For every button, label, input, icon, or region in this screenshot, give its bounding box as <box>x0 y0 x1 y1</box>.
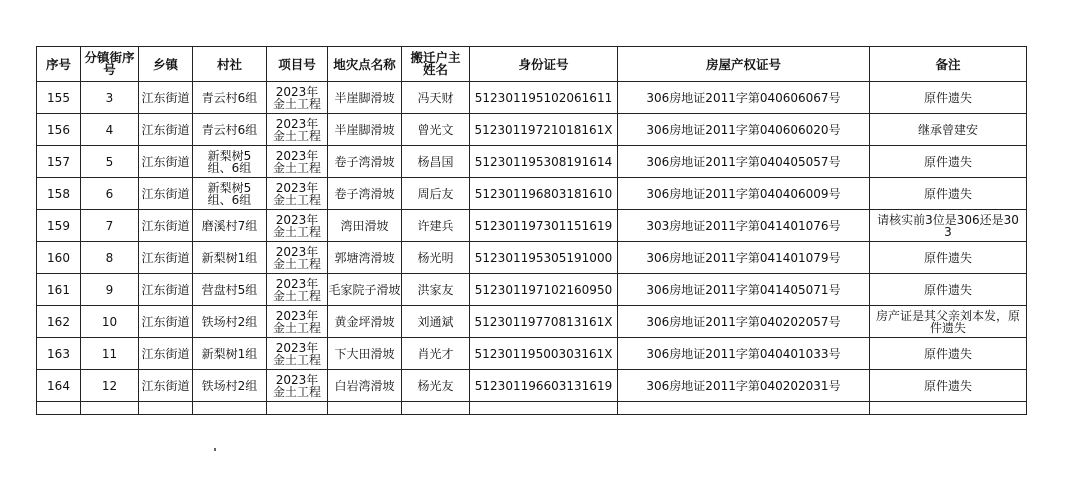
cell-project: 2023年金土工程 <box>267 242 328 274</box>
cell-id-no: 512301195308191614 <box>470 146 618 178</box>
cell-seq: 161 <box>37 274 81 306</box>
cell-village: 青云村6组 <box>193 114 267 146</box>
cell-site: 毛家院子滑坡 <box>328 274 402 306</box>
cell-town: 江东街道 <box>139 146 193 178</box>
blank-cell <box>618 402 870 415</box>
cell-project: 2023年金土工程 <box>267 146 328 178</box>
cell-town: 江东街道 <box>139 178 193 210</box>
cell-id-no: 512301195305191000 <box>470 242 618 274</box>
cell-sub-seq: 4 <box>81 114 139 146</box>
blank-cell <box>81 402 139 415</box>
cell-note: 原件遗失 <box>870 82 1027 114</box>
cell-town: 江东街道 <box>139 274 193 306</box>
cell-project: 2023年金土工程 <box>267 82 328 114</box>
blank-cell <box>328 402 402 415</box>
cell-householder: 刘通斌 <box>402 306 470 338</box>
cell-village: 铁场村2组 <box>193 306 267 338</box>
cell-sub-seq: 12 <box>81 370 139 402</box>
cell-householder: 冯天财 <box>402 82 470 114</box>
cell-property-cert: 306房地证2011字第040406009号 <box>618 178 870 210</box>
cell-site: 卷子湾滑坡 <box>328 146 402 178</box>
cell-property-cert: 303房地证2011字第041401076号 <box>618 210 870 242</box>
cell-site: 半崖脚滑坡 <box>328 82 402 114</box>
cell-householder: 肖光才 <box>402 338 470 370</box>
table-row <box>37 114 1027 146</box>
cell-site: 黄金坪滑坡 <box>328 306 402 338</box>
cell-note: 原件遗失 <box>870 370 1027 402</box>
cell-project: 2023年金土工程 <box>267 274 328 306</box>
cell-town: 江东街道 <box>139 242 193 274</box>
blank-cell <box>139 402 193 415</box>
header-village: 村社 <box>193 47 267 82</box>
table-row <box>37 306 1027 338</box>
cell-town: 江东街道 <box>139 82 193 114</box>
cell-note: 原件遗失 <box>870 338 1027 370</box>
cell-householder: 周后友 <box>402 178 470 210</box>
cell-property-cert: 306房地证2011字第040202057号 <box>618 306 870 338</box>
relocation-table <box>36 46 1027 415</box>
header-note: 备注 <box>870 47 1027 82</box>
cell-seq: 155 <box>37 82 81 114</box>
blank-cell <box>470 402 618 415</box>
cell-seq: 164 <box>37 370 81 402</box>
header-id-no: 身份证号 <box>470 47 618 82</box>
cell-town: 江东街道 <box>139 306 193 338</box>
cell-sub-seq: 7 <box>81 210 139 242</box>
cell-site: 白岩湾滑坡 <box>328 370 402 402</box>
cell-seq: 156 <box>37 114 81 146</box>
cell-project: 2023年金土工程 <box>267 178 328 210</box>
cell-project: 2023年金土工程 <box>267 210 328 242</box>
cell-site: 湾田滑坡 <box>328 210 402 242</box>
cell-property-cert: 306房地证2011字第040405057号 <box>618 146 870 178</box>
cell-village: 青云村6组 <box>193 82 267 114</box>
header-town: 乡镇 <box>139 47 193 82</box>
cell-site: 卷子湾滑坡 <box>328 178 402 210</box>
cell-note: 原件遗失 <box>870 146 1027 178</box>
cell-village: 新梨树1组 <box>193 242 267 274</box>
cell-note: 原件遗失 <box>870 274 1027 306</box>
cell-id-no: 512301197102160950 <box>470 274 618 306</box>
header-seq: 序号 <box>37 47 81 82</box>
cell-site: 郭塘湾滑坡 <box>328 242 402 274</box>
cell-sub-seq: 5 <box>81 146 139 178</box>
cell-sub-seq: 3 <box>81 82 139 114</box>
cell-property-cert: 306房地证2011字第041401079号 <box>618 242 870 274</box>
table-row <box>37 370 1027 402</box>
header-project: 项目号 <box>267 47 328 82</box>
cell-town: 江东街道 <box>139 114 193 146</box>
cell-seq: 158 <box>37 178 81 210</box>
table-row <box>37 338 1027 370</box>
cell-town: 江东街道 <box>139 210 193 242</box>
cell-seq: 160 <box>37 242 81 274</box>
cell-village: 新梨树5组、6组 <box>193 178 267 210</box>
cell-id-no: 512301195102061611 <box>470 82 618 114</box>
cell-id-no: 512301196603131619 <box>470 370 618 402</box>
cell-village: 新梨树1组 <box>193 338 267 370</box>
cell-sub-seq: 9 <box>81 274 139 306</box>
blank-cell <box>193 402 267 415</box>
cell-site: 半崖脚滑坡 <box>328 114 402 146</box>
cell-site: 下大田滑坡 <box>328 338 402 370</box>
cell-householder: 杨光明 <box>402 242 470 274</box>
cell-householder: 许建兵 <box>402 210 470 242</box>
blank-cell <box>870 402 1027 415</box>
cell-sub-seq: 8 <box>81 242 139 274</box>
cell-id-no: 512301197301151619 <box>470 210 618 242</box>
cell-householder: 杨昌国 <box>402 146 470 178</box>
cell-householder: 曾光文 <box>402 114 470 146</box>
cell-town: 江东街道 <box>139 338 193 370</box>
cell-town: 江东街道 <box>139 370 193 402</box>
table-row <box>37 242 1027 274</box>
cell-property-cert: 306房地证2011字第040606067号 <box>618 82 870 114</box>
cell-property-cert: 306房地证2011字第040202031号 <box>618 370 870 402</box>
cell-seq: 162 <box>37 306 81 338</box>
cell-note: 继承曾建安 <box>870 114 1027 146</box>
cell-seq: 157 <box>37 146 81 178</box>
cell-id-no: 51230119721018161X <box>470 114 618 146</box>
cell-sub-seq: 10 <box>81 306 139 338</box>
blank-cell <box>267 402 328 415</box>
cell-village: 新梨树5组、6组 <box>193 146 267 178</box>
stray-mark <box>214 448 216 451</box>
cell-seq: 163 <box>37 338 81 370</box>
cell-project: 2023年金土工程 <box>267 338 328 370</box>
cell-id-no: 51230119770813161X <box>470 306 618 338</box>
cell-village: 铁场村2组 <box>193 370 267 402</box>
cell-project: 2023年金土工程 <box>267 306 328 338</box>
cell-property-cert: 306房地证2011字第041405071号 <box>618 274 870 306</box>
table-row <box>37 274 1027 306</box>
table-row <box>37 178 1027 210</box>
cell-id-no: 512301196803181610 <box>470 178 618 210</box>
cell-village: 磨溪村7组 <box>193 210 267 242</box>
blank-row <box>37 402 1027 415</box>
cell-householder: 洪家友 <box>402 274 470 306</box>
cell-property-cert: 306房地证2011字第040401033号 <box>618 338 870 370</box>
cell-village: 营盘村5组 <box>193 274 267 306</box>
cell-householder: 杨光友 <box>402 370 470 402</box>
header-householder: 搬迁户主姓名 <box>402 47 470 82</box>
table-row <box>37 210 1027 242</box>
blank-cell <box>402 402 470 415</box>
cell-note: 请核实前3位是306还是303 <box>870 210 1027 242</box>
cell-property-cert: 306房地证2011字第040606020号 <box>618 114 870 146</box>
header-site: 地灾点名称 <box>328 47 402 82</box>
cell-project: 2023年金土工程 <box>267 370 328 402</box>
blank-cell <box>37 402 81 415</box>
cell-sub-seq: 11 <box>81 338 139 370</box>
cell-note: 房产证是其父亲刘本发，原件遗失 <box>870 306 1027 338</box>
cell-sub-seq: 6 <box>81 178 139 210</box>
cell-id-no: 51230119500303161X <box>470 338 618 370</box>
table-row <box>37 146 1027 178</box>
header-property-cert: 房屋产权证号 <box>618 47 870 82</box>
cell-seq: 159 <box>37 210 81 242</box>
cell-note: 原件遗失 <box>870 178 1027 210</box>
cell-project: 2023年金土工程 <box>267 114 328 146</box>
cell-note: 原件遗失 <box>870 242 1027 274</box>
table-row <box>37 82 1027 114</box>
header-sub-seq: 分镇街序号 <box>81 47 139 82</box>
header-row <box>37 47 1027 82</box>
